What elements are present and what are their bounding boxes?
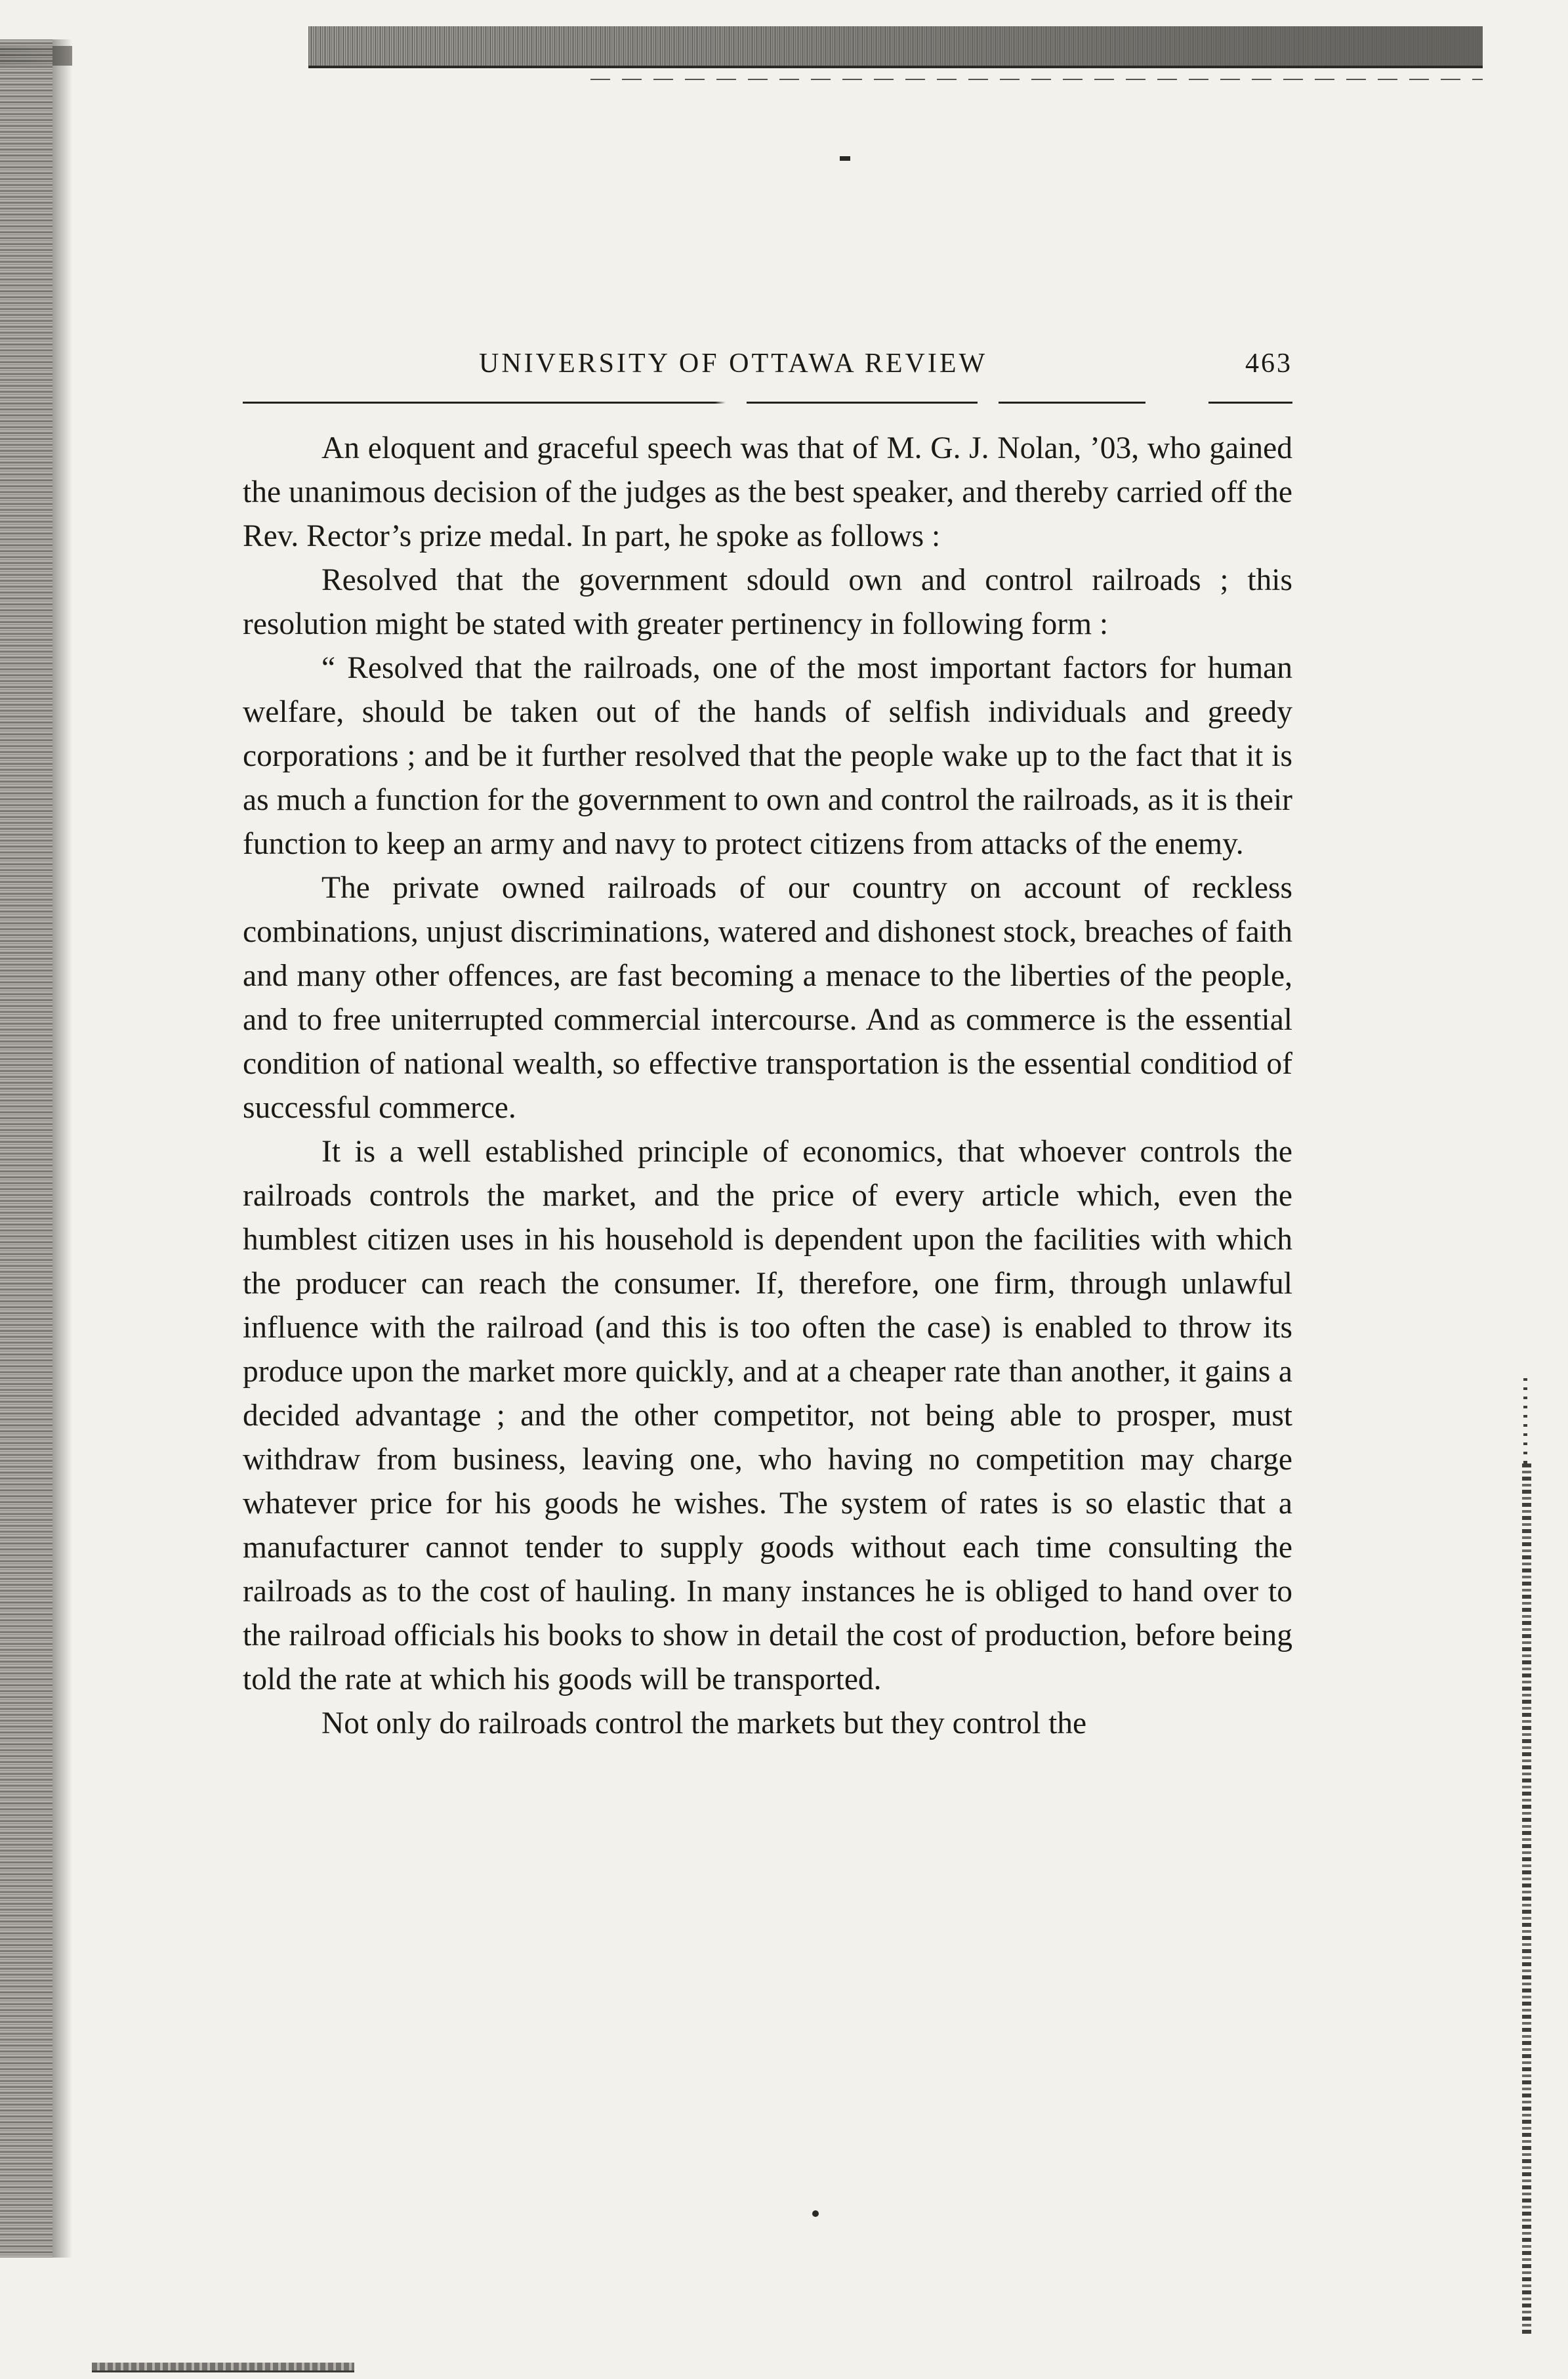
page-header bbox=[243, 348, 1292, 381]
running-title: UNIVERSITY OF OTTAWA REVIEW bbox=[479, 348, 988, 379]
scan-top-line bbox=[308, 66, 1483, 68]
scan-right-edge bbox=[1522, 1463, 1531, 2336]
scan-top-strip bbox=[308, 26, 1483, 66]
scan-right-dots bbox=[1523, 1378, 1527, 1463]
paragraph: Not only do railroads control the markets but they control the bbox=[321, 1706, 1087, 1740]
article-body bbox=[243, 427, 1292, 1746]
scan-binding-edge bbox=[0, 39, 52, 2258]
ink-mark bbox=[840, 156, 850, 161]
paragraph: Resolved that the government sdould own and control railroads ; this resolution might be stated with greater pertinency in following form : bbox=[243, 563, 1292, 641]
paragraph: An eloquent and graceful speech was that of M. G. J. Nolan, ’03, who gained the unanimous decision of the judges as the best speaker, and thereby carried off the Rev. Rector’s prize medal. In part, he spoke as follows : bbox=[243, 431, 1292, 553]
header-rule bbox=[243, 402, 1292, 404]
scan-bottom-line bbox=[92, 2370, 354, 2372]
scan-binding-shadow bbox=[52, 39, 72, 2258]
scan-bottom-smudge bbox=[92, 2363, 354, 2370]
paragraph: The private owned railroads of our country on account of reckless combinations, unjust discriminations, watered and dishonest stock, breaches of faith and many other offences, are fast becoming a menace to the liberties of the people, and to free uniterrupted commercial intercourse. And as commerce is the essential condition of national wealth, so effective transportation is the essential conditiod of successful commerce. bbox=[243, 871, 1292, 1125]
scan-top-dashed-line bbox=[590, 79, 1483, 80]
paragraph: “ Resolved that the railroads, one of the most important factors for human welfare, should be taken out of the hands of selfish individuals and greedy corporations ; and be it further resolved that the people wake up to the fact that it is as much a function for the government to own and control the railroads, as it is their function to keep an army and navy to protect citizens from attacks of the enemy. bbox=[243, 651, 1292, 861]
paragraph: It is a well established principle of economics, that whoever controls the railroads controls the market, and the price of every article which, even the humblest citizen uses in his household is dependent upon the facilities with which the producer can reach the consumer. If, therefore, one firm, through unlawful influence with the railroad (and this is too often the case) is enabled to throw its produce upon the market more quickly, and at a cheaper rate than another, it gains a decided advantage ; and the other competitor, not being able to prosper, must withdraw from business, leaving one, who having no competition may charge whatever price for his goods he wishes. The system of rates is so elastic that a manufacturer cannot tender to supply goods without each time consulting the railroads as to the cost of hauling. In many instances he is obliged to hand over to the railroad officials his books to show in detail the cost of production, before being told the rate at which his goods will be transported. bbox=[243, 1135, 1292, 1696]
page-number: 463 bbox=[1245, 348, 1292, 379]
ink-dot bbox=[812, 2210, 819, 2217]
